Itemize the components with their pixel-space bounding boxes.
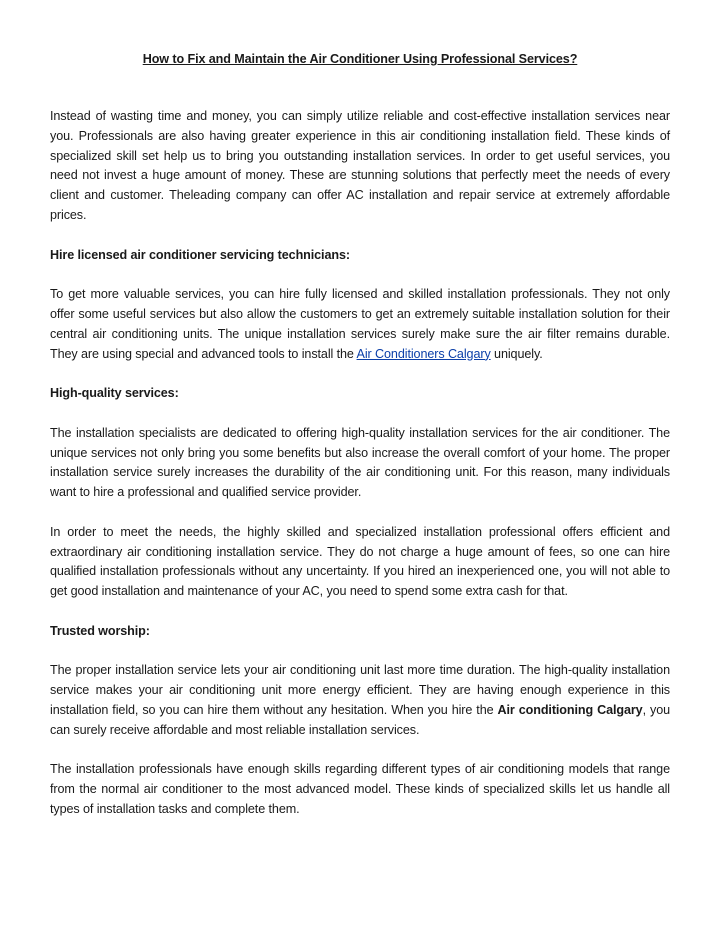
paragraph-text: The proper installation service lets your air conditioning unit last more time duration. The high-quality installation service makes your air conditioning unit more energy efficient. They are having enough experience in this installation field, so you can hire them without any hesitation. When you hire the [50,663,670,717]
air-conditioning-calgary-bold: Air conditioning Calgary [497,702,643,717]
paragraph-text: To get more valuable services, you can hire fully licensed and skilled installation professionals. They not only offer some useful services but also allow the customers to get an extremely suitable installation solution for their central air conditioning units. The unique installation services surely make sure the air filter remains durable. They are using special and advanced tools to install the [50,287,670,361]
high-quality-paragraph-2: In order to meet the needs, the highly skilled and specialized installation professional offers efficient and extraordinary air conditioning installation service. They do not charge a huge amount of fees, so one can hire qualified installation professionals without any uncertainty. If you hired an inexperienced one, you will not able to get good installation and maintenance of your AC, you need to spend some extra cash for that. [50,524,670,599]
section-heading-licensed-technicians: Hire licensed air conditioner servicing technicians: [50,247,350,262]
high-quality-paragraph-1: The installation specialists are dedicated to offering high-quality installation services for the air conditioner. The unique services not only bring you some benefits but also increase the overall comfort of your home. The proper installation service surely increases the durability of the air conditioning unit. For this reason, many individuals want to hire a professional and qualified service provider. [50,425,670,500]
section-heading-high-quality: High-quality services: [50,386,179,401]
trusted-worship-paragraph-2: The installation professionals have enough skills regarding different types of air conditioning models that range from the normal air conditioner to the most advanced model. These kinds of specialized skills let us handle all types of installation tasks and complete them. [50,762,670,816]
trusted-worship-paragraph-1 [50,661,670,740]
licensed-technicians-paragraph [50,285,670,364]
paragraph-text: uniquely. [490,346,543,361]
paragraph-text: , you can surely receive affordable and most reliable installation services. [50,702,671,737]
document-title: How to Fix and Maintain the Air Conditioner Using Professional Services? [142,52,578,66]
air-conditioners-calgary-link[interactable]: Air Conditioners Calgary [356,346,491,361]
section-heading-trusted-worship: Trusted worship: [50,623,150,638]
document-page [50,0,670,820]
intro-paragraph: Instead of wasting time and money, you can simply utilize reliable and cost-effective installation services near you. Professionals are also having greater experience in this air conditioning installation field. These kinds of specialized skill set help us to bring you outstanding installation services. In order to get useful services, you need not invest a huge amount of money. These are stunning solutions that perfectly meet the needs of every client and customer. Theleading company can offer AC installation and repair service at extremely affordable prices. [50,109,670,222]
